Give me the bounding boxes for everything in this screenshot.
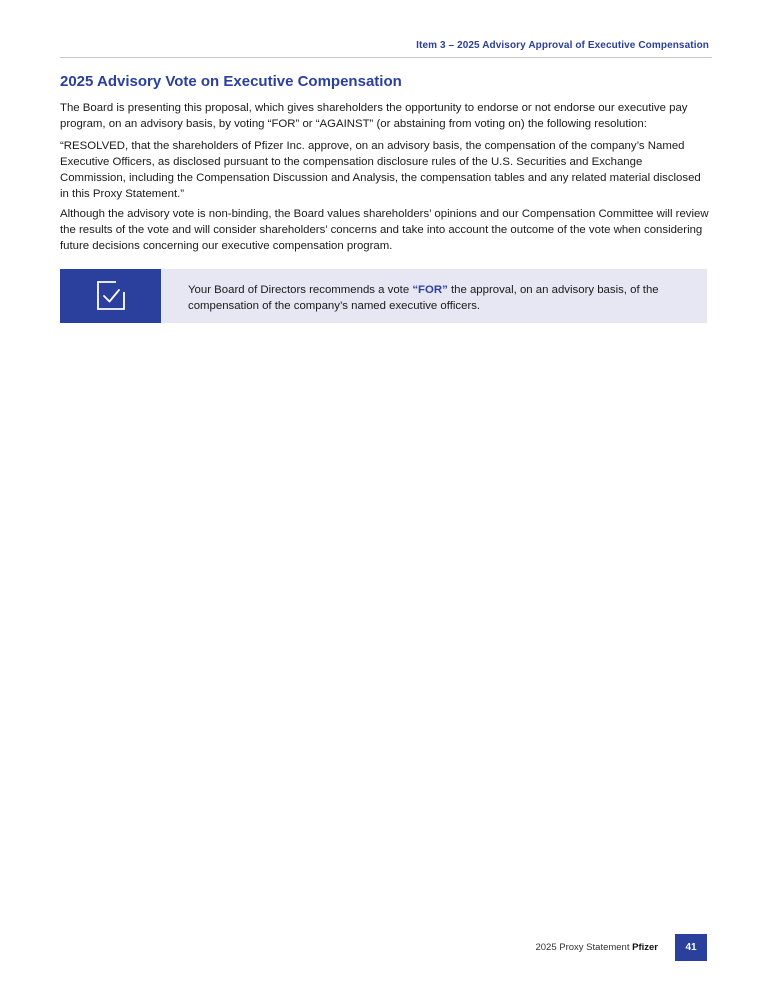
paragraph-intro: The Board is presenting this proposal, which gives shareholders the opportunity to endorse or not endorse our executive pay program, on an advisory basis, by voting “FOR” or “AGAINST” (or abstaining from voting on) the following resolution:	[60, 102, 688, 130]
running-header: Item 3 – 2025 Advisory Approval of Executive Compensation	[416, 40, 709, 51]
vote-for-emphasis: “FOR”	[412, 284, 448, 296]
paragraph-resolution: “RESOLVED, that the shareholders of Pfizer Inc. approve, on an advisory basis, the compensation of the company’s Named Executive Officers, as disclosed pursuant to the compensation disclosure rules of the U.S. Securities and Exchange Commission, including the Compensation Discussion and Analysis, the compensation tables and any related material disclosed in this Proxy Statement.”	[60, 140, 701, 200]
page-number: 41	[675, 934, 707, 961]
footer-label	[535, 942, 658, 953]
recommendation-tail: the approval, on an advisory basis, of the compensation of the company’s named executive officers.	[188, 284, 659, 312]
checkbox-check-icon	[94, 279, 128, 313]
paragraph-non-binding: Although the advisory vote is non-binding, the Board values shareholders’ opinions and our Compensation Committee will review the results of the vote and will consider shareholders’ concerns and take into account the outcome of the vote when considering future decisions concerning our executive compensation program.	[60, 208, 709, 252]
section-title: 2025 Advisory Vote on Executive Compensation	[60, 73, 402, 90]
footer-brand: Pfizer	[632, 942, 658, 953]
footer-doc-label: 2025 Proxy Statement	[535, 942, 630, 953]
header-divider	[60, 57, 712, 58]
board-recommendation-callout	[60, 269, 707, 323]
callout-icon-box	[60, 269, 161, 323]
recommendation-lead: Your Board of Directors recommends a vote	[188, 284, 413, 296]
recommendation-text	[161, 269, 707, 323]
